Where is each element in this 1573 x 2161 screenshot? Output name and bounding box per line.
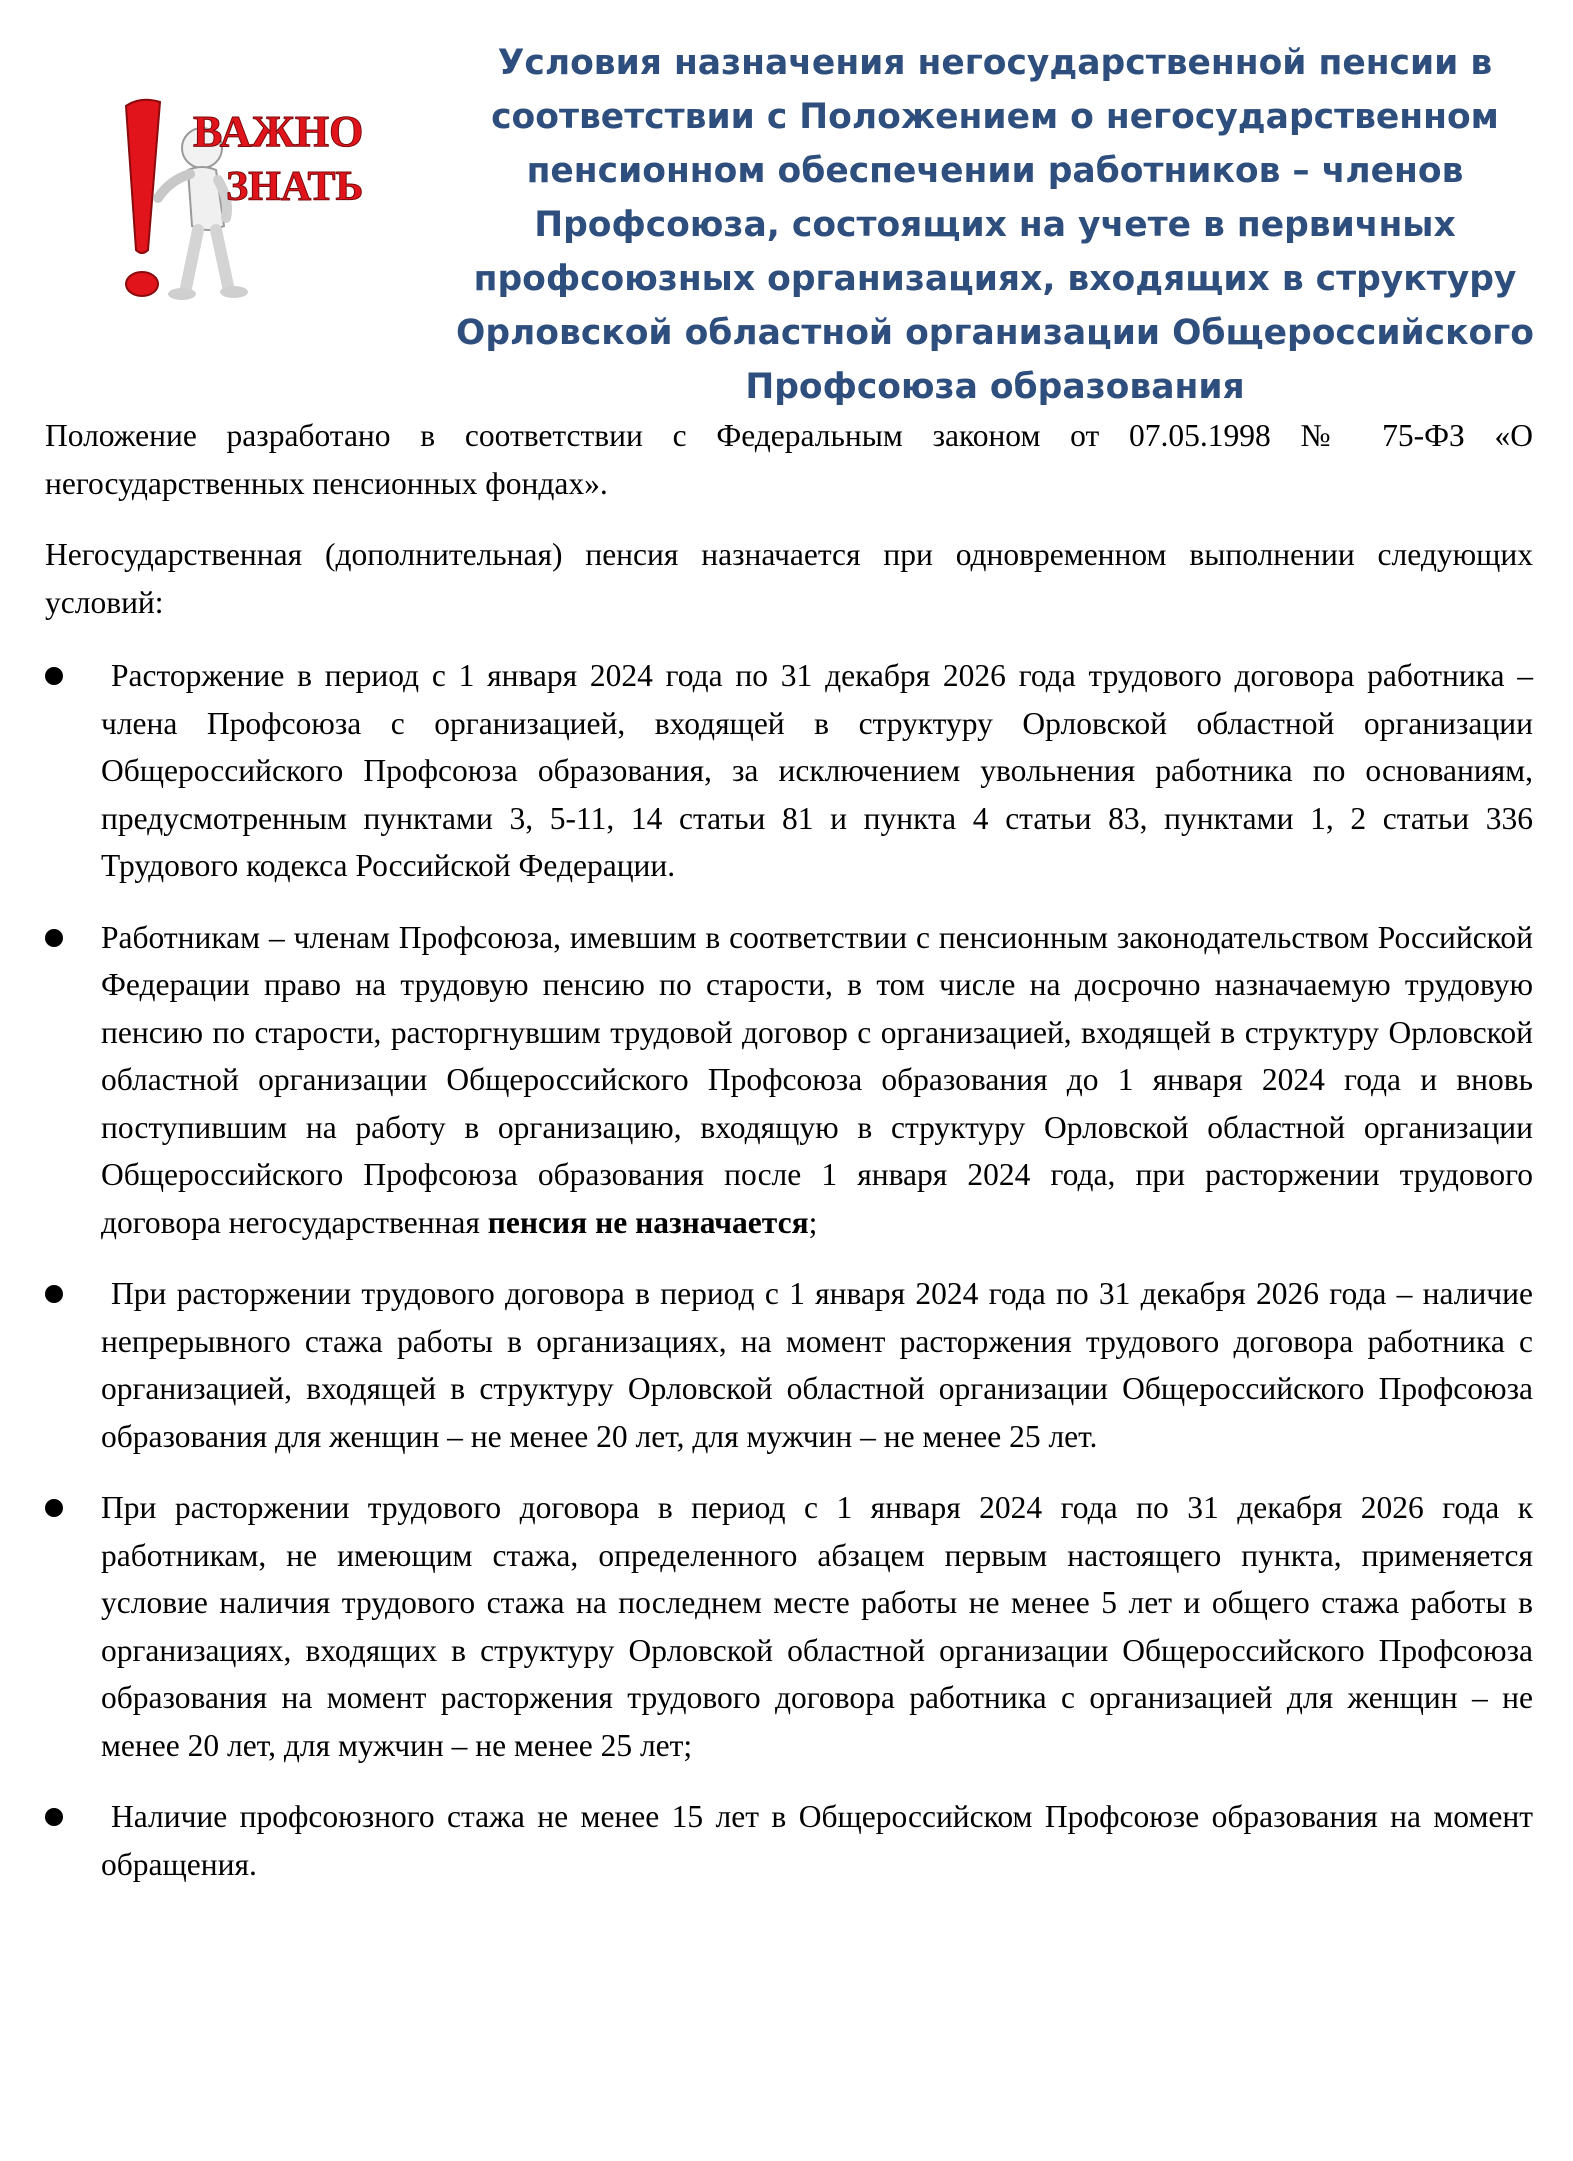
title-line: пенсионном обеспечении работников – членов	[526, 151, 1464, 191]
list-item	[45, 1793, 1533, 1888]
title-line: Профсоюза, состоящих на учете в первичных	[534, 205, 1456, 245]
bullet-icon	[45, 1808, 63, 1826]
intro-paragraph: Негосударственная (дополнительная) пенсия назначается при одновременном выполнении следующих условий:	[45, 537, 1533, 620]
page-title	[420, 36, 1570, 414]
logo-line-1: ВАЖНО	[193, 107, 364, 156]
title-line: соответствии с Положением о негосударственном	[491, 97, 1499, 137]
title-line: профсоюзных организациях, входящих в структуру	[473, 259, 1517, 299]
condition-text: Расторжение в период с 1 января 2024 года по 31 декабря 2026 года трудового договора работника – члена Профсоюза с организацией, входящей в структуру Орловской областной организации Общероссийского Профсоюза образования, за исключением увольнения работника по основаниям, предусмотренным пунктами 3, 5-11, 14 статьи 81 и пункта 4 статьи 83, пунктами 1, 2 статьи 336 Трудового кодекса Российской Федерации.	[101, 658, 1533, 883]
document-body	[45, 412, 1533, 1912]
condition-emphasis: пенсия не назначается	[487, 1204, 809, 1240]
title-line: Орловской областной организации Общероссийского	[456, 313, 1534, 353]
important-notice-logo	[118, 88, 418, 328]
list-item	[45, 1484, 1533, 1769]
logo-line-2: ЗНАТЬ	[226, 164, 364, 210]
condition-text: Наличие профсоюзного стажа не менее 15 лет в Общероссийском Профсоюзе образования на момент обращения.	[101, 1799, 1533, 1882]
list-item	[45, 914, 1533, 1247]
bullet-icon	[45, 929, 63, 947]
intro-paragraph: Положение разработано в соответствии с Федеральным законом от 07.05.1998 № 75-ФЗ «О негосударственных пенсионных фондах».	[45, 418, 1533, 501]
list-item	[45, 1270, 1533, 1460]
conditions-list	[45, 652, 1533, 1888]
bullet-icon	[45, 667, 63, 685]
bullet-icon	[45, 1499, 63, 1517]
list-item	[45, 652, 1533, 890]
condition-text: При расторжении трудового договора в период с 1 января 2024 года по 31 декабря 2026 года к работникам, не имеющим стажа, определенного абзацем первым настоящего пункта, применяется условие наличия трудового стажа на последнем месте работы не менее 5 лет и общего стажа работы в организациях, входящих в структуру Орловской областной организации Общероссийского Профсоюза образования на момент расторжения трудового договора работника с организацией для женщин – не менее 20 лет, для мужчин – не менее 25 лет;	[101, 1490, 1533, 1763]
condition-text: При расторжении трудового договора в период с 1 января 2024 года по 31 декабря 2026 года – наличие непрерывного стажа работы в организациях, на момент расторжения трудового договора работника с организацией, входящей в структуру Орловской областной организации Общероссийского Профсоюза образования для женщин – не менее 20 лет, для мужчин – не менее 25 лет.	[101, 1276, 1533, 1454]
condition-text: Работникам – членам Профсоюза, имевшим в соответствии с пенсионным законодательством Российской Федерации право на трудовую пенсию по старости, в том числе на досрочно назначаемую трудовую пенсию по старости, расторгнувшим трудовой договор с организацией, входящей в структуру Орловской областной организации Общероссийского Профсоюза образования до 1 января 2024 года и вновь поступившим на работу в организацию, входящую в структуру Орловской областной организации Общероссийского Профсоюза образования после 1 января 2024 года, при расторжении трудового договора негосударственная	[101, 919, 1533, 1240]
bullet-icon	[45, 1285, 63, 1303]
title-line: Профсоюза образования	[745, 367, 1245, 407]
title-line: Условия назначения негосударственной пенсии в	[497, 43, 1493, 83]
condition-tail: ;	[808, 1204, 818, 1240]
important-exclamation-figure-icon	[118, 88, 418, 328]
